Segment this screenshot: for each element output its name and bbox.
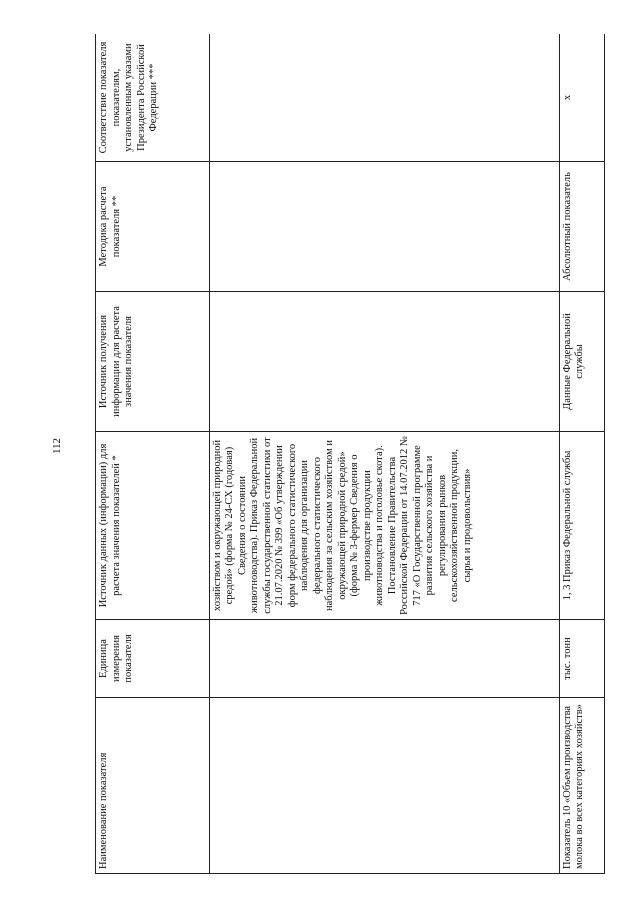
document-page xyxy=(95,34,605,874)
cell-indicator-name: Показатель 10 «Объем производства молока во всех категориях хозяйств» xyxy=(559,698,604,874)
header-unit: Единица измерения показателя xyxy=(96,620,210,698)
cell-empty xyxy=(209,698,559,874)
header-row xyxy=(96,34,210,874)
cell-indicator-method: Абсолютный показатель xyxy=(559,162,604,292)
header-info-source: Источник получения информации для расчета значения показателя xyxy=(96,292,210,432)
header-source-data: Источник данных (информации) для расчета значения показателей * xyxy=(96,432,210,620)
header-name: Наименование показателя xyxy=(96,698,210,874)
indicators-table xyxy=(95,34,605,874)
cell-empty xyxy=(209,292,559,432)
header-compliance: Соответствие показателя показателям, установленным указами Президента Российской Федерации *** xyxy=(96,34,210,162)
cell-indicator-info-source: Данные Федеральной службы xyxy=(559,292,604,432)
cell-indicator-unit: тыс. тонн xyxy=(559,620,604,698)
cell-indicator-source-data: 1, 3 Приказ Федеральной службы xyxy=(559,432,604,620)
cell-empty xyxy=(209,34,559,162)
cell-source-data-continued: хозяйством и окружающей природной средой» (форма № 24-СХ (годовая) Сведения о состоянии животноводства). Приказ Федеральной службы государственной статистики от 21.07.2020 № 399 «Об утверждении форм федерального статистического наблюдения для организации федерального статистического наблюдения за сельским хозяйством и окружающей природной средой» (форма № 3-фермер Сведения о производстве продукции животноводства и поголовье скота). Постановление Правительства Российской Федерации от 14.07.2012 № 717 «О Государственной программе развития сельского хозяйства и регулирования рынков сельскохозяйственной продукции, сырья и продовольствия» xyxy=(209,432,559,620)
cell-empty xyxy=(209,162,559,292)
cell-indicator-compliance: х xyxy=(559,34,604,162)
table-row-indicator-10 xyxy=(559,34,604,874)
rotated-table-wrapper xyxy=(95,34,605,874)
header-method: Методика расчета показателя ** xyxy=(96,162,210,292)
page-number: 112 xyxy=(51,437,63,455)
table-row-continued xyxy=(209,34,559,874)
cell-empty xyxy=(209,620,559,698)
